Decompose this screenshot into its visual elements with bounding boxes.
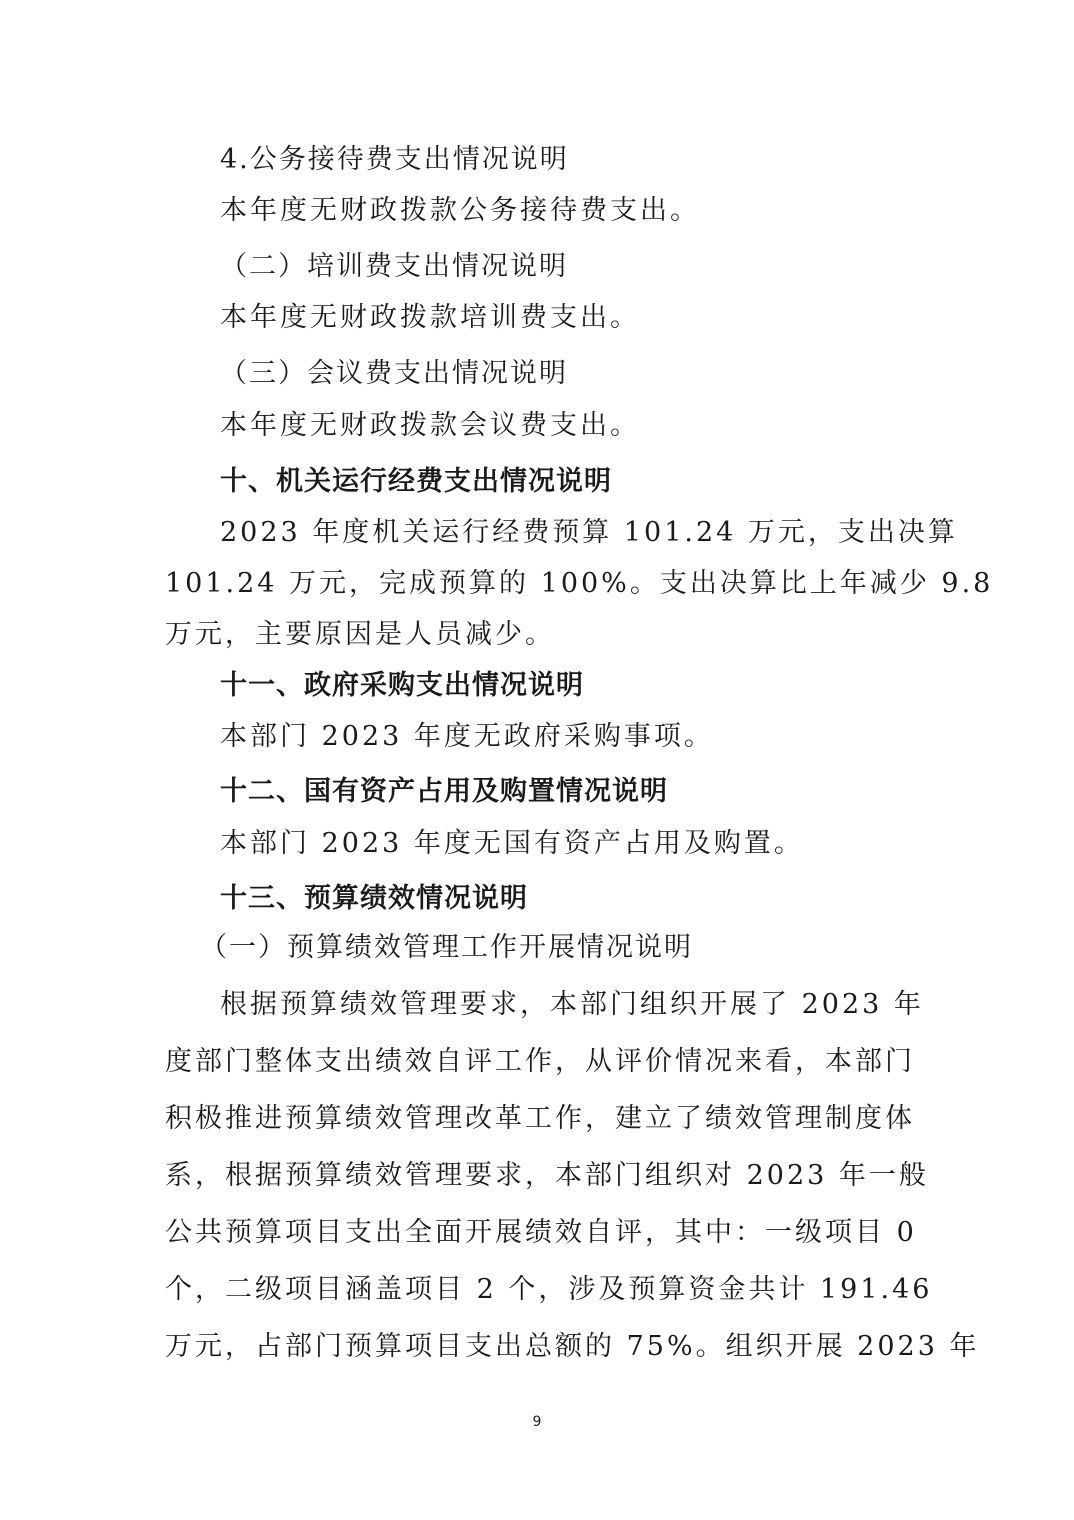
paragraph-state-assets: 本部门 2023 年度无国有资产占用及购置。 [220,828,804,859]
heading-section-12: 十二、国有资产占用及购置情况说明 [220,776,668,807]
paragraph-line: 公共预算项目支出全面开展绩效自评，其中：一级项目 0 [165,1217,917,1248]
paragraph-line: 个，二级项目涵盖项目 2 个，涉及预算资金共计 191.46 [165,1274,933,1305]
heading-section-11: 十一、政府采购支出情况说明 [220,670,584,701]
paragraph-line: 2023 年度机关运行经费预算 101.24 万元，支出决算 [220,517,958,548]
heading-section-10: 十、机关运行经费支出情况说明 [220,466,612,497]
paragraph-line: 根据预算绩效管理要求，本部门组织开展了 2023 年 [220,989,924,1020]
subheading-meeting-fee: （三）会议费支出情况说明 [220,358,568,389]
heading-section-13: 十三、预算绩效情况说明 [220,883,528,914]
paragraph-meeting-fee: 本年度无财政拨款会议费支出。 [220,410,640,441]
paragraph-line: 101.24 万元，完成预算的 100%。支出决算比上年减少 9.8 [165,568,994,599]
subheading-performance-management: （一）预算绩效管理工作开展情况说明 [200,932,693,963]
paragraph-reception-fee: 本年度无财政拨款公务接待费支出。 [220,195,700,226]
paragraph-training-fee: 本年度无财政拨款培训费支出。 [220,302,640,333]
subheading-training-fee: （二）培训费支出情况说明 [220,251,568,282]
page-number: 9 [532,1414,542,1430]
paragraph-line: 系，根据预算绩效管理要求，本部门组织对 2023 年一般 [165,1160,929,1191]
paragraph-line: 万元，占部门预算项目支出总额的 75%。组织开展 2023 年 [165,1331,980,1362]
paragraph-line: 度部门整体支出绩效自评工作，从评价情况来看，本部门 [165,1046,915,1077]
paragraph-line: 积极推进预算绩效管理改革工作，建立了绩效管理制度体 [165,1103,915,1134]
subheading-reception-fee: 4.公务接待费支出情况说明 [220,144,569,175]
paragraph-procurement: 本部门 2023 年度无政府采购事项。 [220,721,714,752]
paragraph-line: 万元，主要原因是人员减少。 [165,619,555,650]
